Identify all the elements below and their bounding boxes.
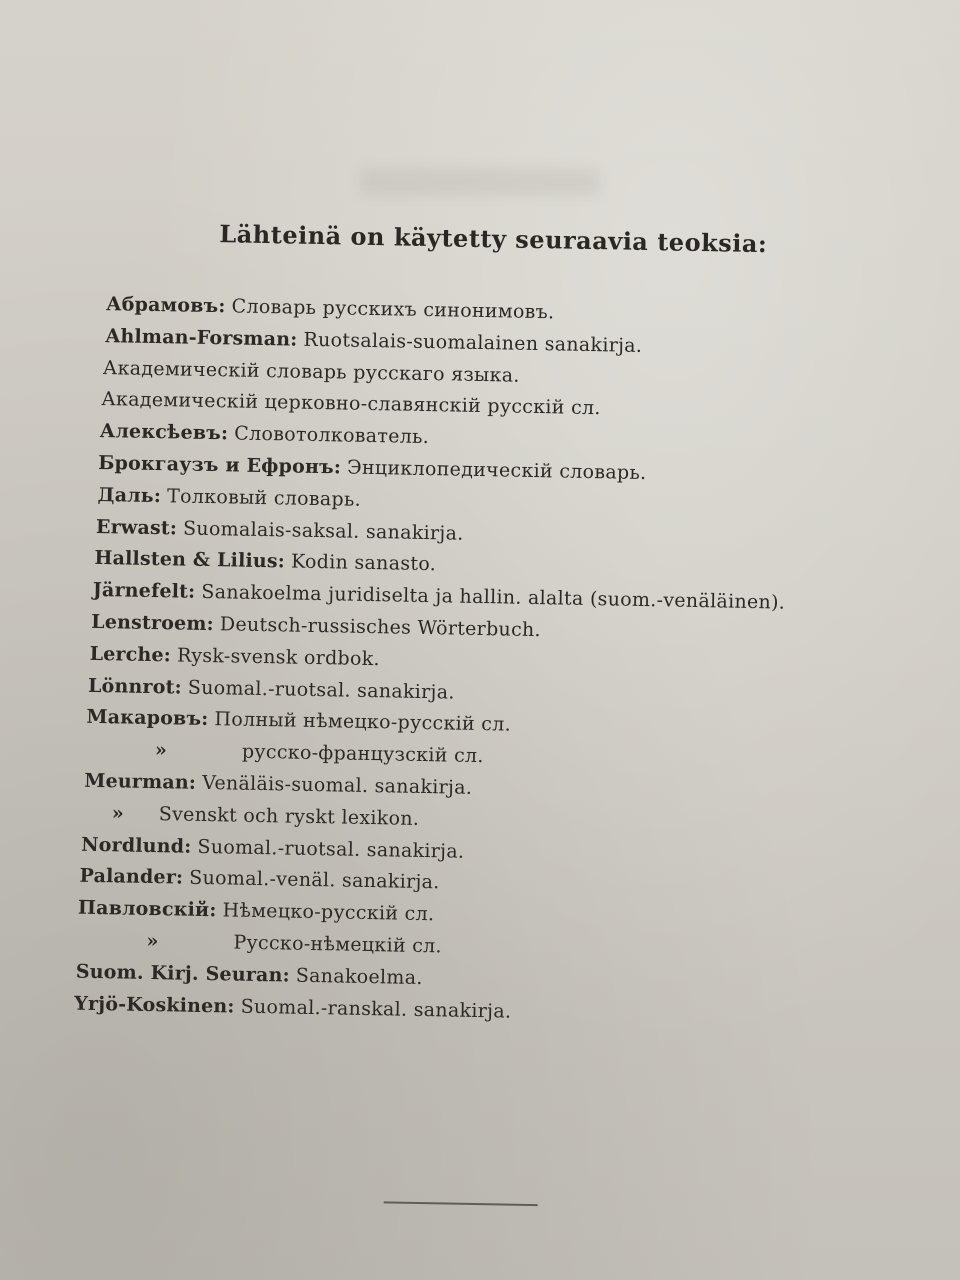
source-work: Академическій словарь русскаго языка. — [102, 356, 520, 387]
source-author: Suom. Kirj. Seuran: — [75, 960, 290, 987]
source-author: Nordlund: — [80, 833, 192, 858]
source-work: Suomal.-ruotsal. sanakirja. — [187, 676, 455, 704]
source-author: Ahlman-Forsman: — [105, 324, 298, 351]
source-work: Толковый словарь. — [166, 485, 362, 511]
source-work: Словарь русскихъ синонимовъ. — [231, 295, 555, 324]
source-work: Нѣмецко-русскій сл. — [222, 899, 435, 926]
source-author: Erwast: — [95, 515, 178, 540]
source-author: Palander: — [79, 865, 184, 889]
closing-rule — [384, 1201, 538, 1206]
source-author: Meurman: — [84, 769, 197, 794]
source-work: Kodin sanasto. — [290, 550, 437, 576]
source-author: Даль: — [97, 483, 162, 507]
source-work: Энциклопедическій словарь. — [346, 456, 647, 485]
source-author: Макаровъ: — [86, 706, 209, 731]
source-work: Русско-нѣмецкій сл. — [233, 931, 443, 958]
source-work: Академическій церковно-славянскій русскій сл. — [101, 388, 601, 420]
source-work: Rysk-svensk ordbok. — [176, 644, 381, 670]
source-work: Ruotsalais-suomalainen sanakirja. — [303, 328, 643, 357]
source-work: Suomal.-venäl. sanakirja. — [189, 867, 440, 894]
ditto-mark: » — [111, 802, 124, 825]
source-author: Järnefelt: — [92, 579, 196, 603]
source-work: Suomalais-saksal. sanakirja. — [182, 517, 464, 545]
source-work: Sanakoelma juridiselta ja hallin. alalta (suom.-venäläinen). — [201, 581, 786, 614]
source-work: русско-французскій сл. — [241, 740, 484, 768]
source-author: Брокгаузъ и Ефронъ: — [97, 451, 342, 479]
source-author: Lenstroem: — [91, 610, 215, 636]
page-heading: Lähteinä on käytetty seuraavia teoksia: — [219, 219, 768, 259]
source-work: Svenskt och ryskt lexikon. — [158, 802, 420, 830]
ditto-mark: » — [146, 929, 159, 953]
source-work: Полный нѣмецко-русскій сл. — [214, 708, 512, 736]
ditto-mark: » — [154, 739, 168, 762]
source-author: Павловскій: — [77, 896, 217, 922]
source-author: Алексѣевъ: — [99, 420, 229, 445]
source-author: Hallsten & Lilius: — [94, 547, 286, 573]
source-list — [74, 289, 791, 1033]
source-work: Venäläis-suomal. sanakirja. — [201, 771, 473, 799]
source-author: Lönnrot: — [87, 674, 183, 699]
source-work: Suomal.-ruotsal. sanakirja. — [197, 835, 465, 863]
source-work: Suomal.-ranskal. sanakirja. — [240, 995, 512, 1023]
source-work: Deutsch-russisches Wörterbuch. — [219, 613, 542, 642]
source-work: Словотолкователь. — [234, 422, 430, 449]
source-author: Абрамовъ: — [105, 293, 226, 318]
source-author: Lerche: — [89, 642, 172, 667]
source-work: Sanakoelma. — [295, 964, 423, 989]
source-author: Yrjö-Koskinen: — [74, 992, 235, 1018]
